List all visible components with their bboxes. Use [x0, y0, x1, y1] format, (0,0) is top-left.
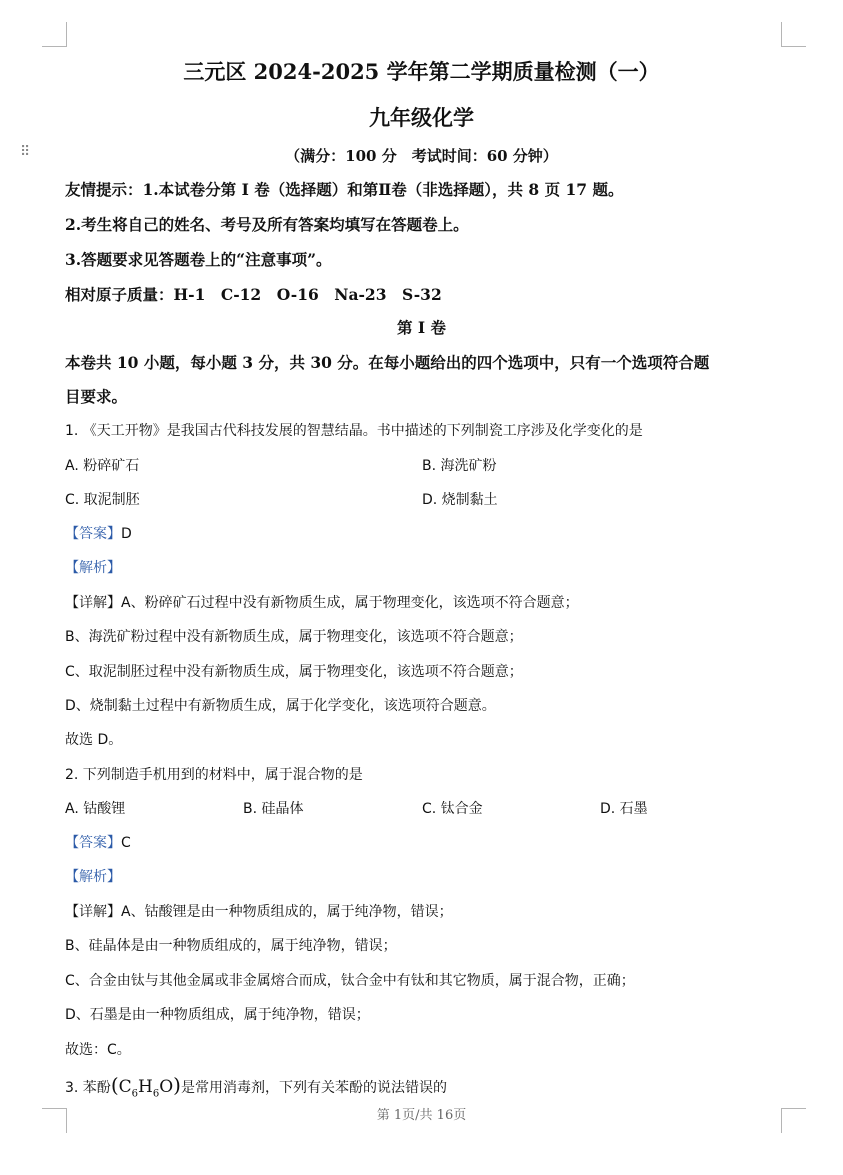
q2-detail-2: B、硅晶体是由一种物质组成的，属于纯净物，错误； [65, 938, 397, 954]
phenol-formula: $(C_6H_6O)$ [110, 1073, 181, 1100]
note-3: 3.答题要求见答题卷上的“注意事项”。 [65, 250, 332, 269]
drag-handle-icon[interactable]: ⠿ [20, 144, 31, 160]
q1-detail-1: 【详解】A、粉碎矿石过程中没有新物质生成，属于物理变化，该选项不符合题意； [65, 595, 579, 611]
q2-option-d: D. 石墨 [600, 801, 648, 817]
q2-detail-1: 【详解】A、钴酸锂是由一种物质组成的，属于纯净物，错误； [65, 904, 453, 920]
q1-option-b: B. 海洗矿粉 [422, 458, 497, 474]
q2-option-a: A. 钴酸锂 [65, 801, 126, 817]
q1-stem: 1. 《天工开物》是我国古代科技发展的智慧结晶。书中描述的下列制瓷工序涉及化学变化的是 [65, 423, 643, 439]
q1-detail-2: B、海洗矿粉过程中没有新物质生成，属于物理变化，该选项不符合题意； [65, 629, 523, 645]
q2-conclusion: 故选：C。 [65, 1042, 131, 1058]
page-footer: 第 1页/共 16页 [376, 1108, 467, 1123]
crop-mark-top-left [42, 22, 67, 47]
atomic-masses: 相对原子质量：H-1 C-12 O-16 Na-23 S-32 [65, 285, 442, 304]
note-2: 2.考生将自己的姓名、考号及所有答案均填写在答题卷上。 [65, 215, 469, 234]
section-intro-line1: 本卷共 10 小题，每小题 3 分，共 30 分。在每小题给出的四个选项中，只有一个选项符合题 [65, 353, 710, 372]
q1-conclusion: 故选 D。 [65, 732, 123, 748]
answer-tag: 【答案】 [65, 526, 121, 542]
note-1: 友情提示：1.本试卷分第 I 卷（选择题）和第Ⅱ卷（非选择题），共 8 页 17 题。 [65, 180, 624, 199]
subject-title: 九年级化学 [369, 105, 474, 130]
q1-answer [65, 523, 783, 543]
q2-detail-4: D、石墨是由一种物质组成，属于纯净物，错误； [65, 1007, 370, 1023]
q2-stem: 2. 下列制造手机用到的材料中，属于混合物的是 [65, 767, 363, 783]
q1-analysis-tag: 【解析】 [65, 560, 121, 576]
detail-tag: 【详解】 [65, 595, 121, 611]
q1-answer-value: D [121, 526, 132, 542]
q2-answer-value: C [121, 835, 131, 851]
q1-option-d: D. 烧制黏土 [422, 492, 498, 508]
exam-info: （满分：100 分 考试时间：60 分钟） [285, 147, 558, 165]
q2-option-b: B. 硅晶体 [243, 801, 304, 817]
detail-tag: 【详解】 [65, 904, 121, 920]
q1-option-a: A. 粉碎矿石 [65, 458, 140, 474]
q2-detail-3: C、合金由钛与其他金属或非金属熔合而成，钛合金中有钛和其它物质，属于混合物，正确； [65, 973, 635, 989]
q2-option-c: C. 钛合金 [422, 801, 483, 817]
answer-tag: 【答案】 [65, 835, 121, 851]
section-intro-line2: 目要求。 [65, 387, 128, 406]
q3-stem: 3. 苯酚$(C_6H_6O)$是常用消毒剂，下列有关苯酚的说法错误的 [65, 1073, 447, 1100]
exam-title: 三元区 2024-2025 学年第二学期质量检测（一） [183, 59, 660, 84]
q1-detail-3: C、取泥制胚过程中没有新物质生成，属于物理变化，该选项不符合题意； [65, 664, 523, 680]
q1-detail-4: D、烧制黏土过程中有新物质生成，属于化学变化，该选项符合题意。 [65, 698, 496, 714]
q2-analysis-tag: 【解析】 [65, 869, 121, 885]
q1-option-c: C. 取泥制胚 [65, 492, 140, 508]
q2-answer [65, 832, 783, 852]
crop-mark-top-right [781, 22, 806, 47]
section-title: 第 I 卷 [396, 318, 447, 337]
